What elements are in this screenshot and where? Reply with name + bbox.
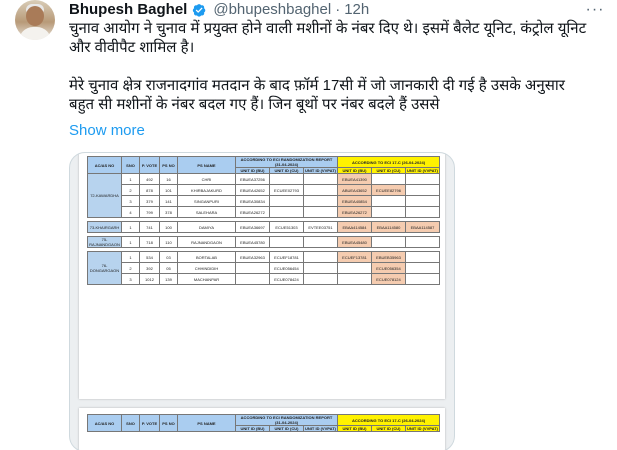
table-row — [88, 196, 440, 207]
table-sheet-page — [79, 153, 445, 399]
cell-cu1: ECUE51303 — [270, 222, 304, 233]
ac-cell: 75-RAJNANDGAON — [89, 237, 120, 247]
cell-bu1 — [236, 263, 270, 274]
cell-cu1 — [270, 207, 304, 218]
cell-bu1 — [236, 274, 270, 285]
cell-bu1: EBUEA26272 — [236, 207, 270, 218]
col-header-pvote: P. VOTE — [140, 415, 160, 432]
cell-pvote: 741 — [140, 222, 160, 233]
col-header-psname: PS NAME — [178, 415, 236, 432]
group-header-randomization: ACCORDING TO ECI RANDOMIZATION REPORT (31-04-2024) — [236, 157, 338, 168]
cell-vv2 — [406, 196, 440, 207]
cell-bu2: EBUEA40854 — [338, 196, 372, 207]
cell-sno: 3 — [122, 196, 140, 207]
cell-bu1: EBUEA36697 — [236, 222, 270, 233]
more-options-icon[interactable]: ··· — [585, 1, 605, 18]
col-header-vvpat: UNIT ID (VVPAT) — [305, 426, 336, 431]
cell-psno: 100 — [160, 222, 178, 233]
col-header-cu: UNIT ID (CU) — [270, 426, 304, 432]
col-header-ac: AC/AS NO — [88, 415, 122, 432]
table-sheet-page-2 — [79, 408, 445, 450]
group-header-17c: ACCORDING TO ECI 17-C (26-04-2024) — [338, 157, 440, 168]
col-header-vvpat: UNIT ID (VVPAT) — [407, 168, 438, 173]
eci-comparison-table — [87, 156, 440, 285]
tweet-header — [69, 0, 369, 20]
cell-bu1: EBUEA32963 — [236, 252, 270, 263]
cell-cu2: ECUE078124 — [372, 274, 406, 285]
cell-sno: 2 — [122, 185, 140, 196]
cell-vv1: EVTEE03751 — [304, 222, 338, 233]
col-header-bu: UNIT ID (BU) — [338, 168, 372, 174]
col-header-vvpat: UNIT ID (VVPAT) — [407, 426, 438, 431]
cell-vv2 — [406, 274, 440, 285]
timestamp[interactable]: 12h — [344, 1, 370, 18]
tweet-paragraph: मेरे चुनाव क्षेत्र राजनादगांव मतदान के बाद फ़ॉर्म 17सी में जो जानकारी दी गई है उसके अनुसार बहुत सी मशीनों के नंबर बदल गए हैं। जिन बूथों पर नंबर बदले हैं उससे — [69, 77, 565, 113]
cell-cu2 — [372, 237, 406, 248]
cell-vv2: EBAA114587 — [406, 222, 440, 233]
cell-vv2 — [406, 237, 440, 248]
cell-cu1 — [270, 237, 304, 248]
table-row — [88, 237, 440, 248]
tweet-paragraph: चुनाव आयोग ने चुनाव में प्रयुक्त होने वाली मशीनों के नंबर दिए थे। इसमें बैलेट यूनिट, कंट्रोल यूनिट और वीवीपैट शामिल है। — [69, 20, 587, 56]
cell-psname: CHRI — [178, 174, 236, 185]
cell-cu1: ECUE078424 — [270, 274, 304, 285]
cell-psno: 03 — [160, 252, 178, 263]
cell-bu2 — [338, 263, 372, 274]
cell-pvote: 1012 — [140, 274, 160, 285]
cell-psno: 05 — [160, 263, 178, 274]
cell-vv2 — [406, 252, 440, 263]
table-row — [88, 252, 440, 263]
cell-pvote: 492 — [140, 174, 160, 185]
author-handle[interactable]: @bhupeshbaghel — [213, 1, 332, 18]
cell-cu1: ECUEF18781 — [270, 252, 304, 263]
cell-vv2 — [406, 174, 440, 185]
avatar-face — [26, 6, 44, 26]
cell-vv1 — [304, 237, 338, 248]
cell-cu1: ECUEE02793 — [270, 185, 304, 196]
cell-pvote: 534 — [140, 252, 160, 263]
cell-vv1 — [304, 174, 338, 185]
cell-psname: RAJNANDGAON — [178, 237, 236, 248]
col-header-pvote: P. VOTE — [140, 157, 160, 174]
table-row — [88, 174, 440, 185]
cell-pvote: 878 — [140, 185, 160, 196]
cell-vv1 — [304, 263, 338, 274]
cell-cu2 — [372, 196, 406, 207]
cell-cu1 — [270, 196, 304, 207]
cell-sno: 1 — [122, 237, 140, 248]
col-header-sno: SNO — [122, 157, 140, 174]
ac-cell: 72-KAWARDHA — [88, 174, 122, 218]
tweet-media-image[interactable] — [69, 152, 455, 450]
cell-sno: 1 — [122, 174, 140, 185]
cell-bu1: EBUEA30834 — [236, 196, 270, 207]
col-header-bu: UNIT ID (BU) — [236, 168, 270, 174]
cell-sno: 1 — [122, 252, 140, 263]
cell-vv2 — [406, 207, 440, 218]
ac-cell: 73-KHAIRGARH — [88, 222, 122, 233]
cell-bu1: EBUEA42652 — [236, 185, 270, 196]
col-header-cu: UNIT ID (CU) — [270, 168, 304, 174]
col-header-vvpat: UNIT ID (VVPAT) — [305, 168, 336, 173]
cell-cu2: EBUEB35963 — [372, 252, 406, 263]
cell-cu1 — [270, 174, 304, 185]
cell-cu2 — [372, 207, 406, 218]
cell-vv1 — [304, 185, 338, 196]
cell-vv2 — [406, 263, 440, 274]
table-row — [88, 263, 440, 274]
cell-bu2 — [338, 274, 372, 285]
table-row — [88, 185, 440, 196]
cell-psname: SALEHARA — [178, 207, 236, 218]
col-header-ac: AC/AS NO — [88, 157, 122, 174]
avatar[interactable] — [15, 0, 55, 40]
cell-psno: 16 — [160, 174, 178, 185]
cell-bu1: EBUEA37256 — [236, 174, 270, 185]
cell-cu2 — [372, 174, 406, 185]
tweet-text — [69, 19, 589, 114]
col-header-psno: PS NO — [160, 415, 178, 432]
cell-bu2: EBAA414584 — [338, 222, 372, 233]
cell-sno: 1 — [122, 222, 140, 233]
cell-vv2 — [406, 185, 440, 196]
table-row — [88, 207, 440, 218]
cell-sno: 2 — [122, 263, 140, 274]
cell-vv1 — [304, 207, 338, 218]
eci-comparison-table-2 — [87, 414, 440, 432]
table-row — [88, 274, 440, 285]
cell-psno: 139 — [160, 274, 178, 285]
cell-psname: CHHINDIDIH — [178, 263, 236, 274]
cell-psname: DAMIYA — [178, 222, 236, 233]
cell-bu2: EBUEA26272 — [338, 207, 372, 218]
cell-bu2: ABUEA43652 — [338, 185, 372, 196]
cell-vv1 — [304, 252, 338, 263]
table-row — [88, 222, 440, 233]
cell-vv1 — [304, 196, 338, 207]
avatar-body — [19, 27, 51, 40]
col-header-cu: UNIT ID (CU) — [372, 168, 406, 174]
author-name[interactable]: Bhupesh Baghel — [69, 1, 188, 18]
cell-pvote: 392 — [140, 263, 160, 274]
cell-psname: BORTALAB — [178, 252, 236, 263]
col-header-bu: UNIT ID (BU) — [236, 426, 270, 432]
group-header-17c: ACCORDING TO ECI 17-C (26-04-2024) — [338, 415, 440, 426]
cell-psname: MACHANPAR — [178, 274, 236, 285]
cell-psname: KHIRBAJAKURD — [178, 185, 236, 196]
separator-dot: · — [335, 1, 341, 18]
cell-cu1: ECUE056454 — [270, 263, 304, 274]
cell-vv1 — [304, 274, 338, 285]
col-header-sno: SNO — [122, 415, 140, 432]
col-header-bu: UNIT ID (BU) — [338, 426, 372, 432]
cell-psno: 110 — [160, 237, 178, 248]
cell-pvote: 799 — [140, 207, 160, 218]
ac-cell: 76-DONGARGAON — [88, 252, 122, 285]
cell-bu2: EBUEA45480 — [338, 237, 372, 248]
cell-bu2: EBUEA41390 — [338, 174, 372, 185]
group-header-randomization: ACCORDING TO ECI RANDOMIZATION REPORT (31-04-2024) — [236, 415, 338, 426]
cell-psname: SINGANPURI — [178, 196, 236, 207]
verified-badge-icon — [190, 1, 208, 19]
cell-pvote: 379 — [140, 196, 160, 207]
col-header-psno: PS NO — [160, 157, 178, 174]
cell-sno: 3 — [122, 274, 140, 285]
show-more-link[interactable]: Show more — [69, 122, 145, 139]
cell-pvote: 718 — [140, 237, 160, 248]
cell-psno: 378 — [160, 207, 178, 218]
cell-sno: 4 — [122, 207, 140, 218]
cell-bu1: EBUEA45780 — [236, 237, 270, 248]
cell-psno: 141 — [160, 196, 178, 207]
cell-cu2: EBAA114580 — [372, 222, 406, 233]
cell-cu2: ECUEE82796 — [372, 185, 406, 196]
col-header-cu: UNIT ID (CU) — [372, 426, 406, 432]
cell-bu2: ECUEF13781 — [338, 252, 372, 263]
cell-cu2: ECUE056354 — [372, 263, 406, 274]
col-header-psname: PS NAME — [178, 157, 236, 174]
cell-psno: 101 — [160, 185, 178, 196]
